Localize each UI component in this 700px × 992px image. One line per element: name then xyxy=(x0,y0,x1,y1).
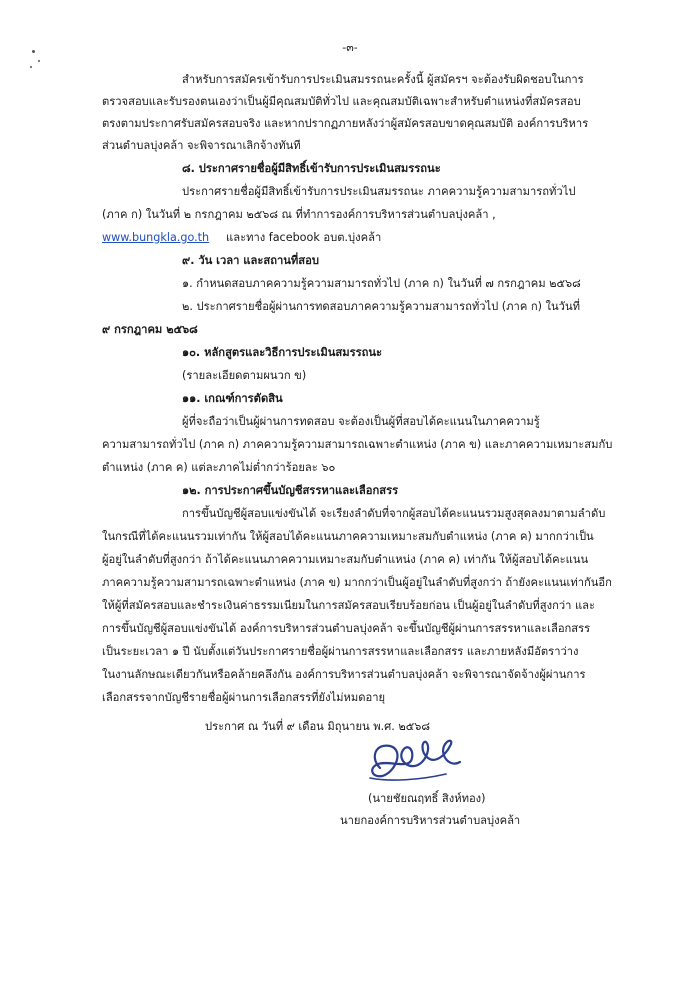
section-9-heading: ๙. วัน เวลา และสถานที่สอบ xyxy=(182,254,319,267)
announcement-date: ประกาศ ณ วันที่ ๙ เดือน มิถุนายน พ.ศ. ๒๕๖๘ xyxy=(205,720,430,733)
section-12-line-5: ให้ผู้ที่สมัครสอบและชำระเงินค่าธรรมเนียมในการสมัครสอบเรียบร้อยก่อน เป็นผู้อยู่ในลำดับที่สูงกว่า และ xyxy=(102,599,596,612)
signature-image xyxy=(350,728,470,788)
section-12-line-3: ผู้อยู่ในลำดับที่สูงกว่า ถ้าได้คะแนนภาคความเหมาะสมกับตำแหน่ง (ภาค ค) เท่ากัน ให้ผู้สอบได้คะแนน xyxy=(102,553,589,566)
scan-speck xyxy=(38,60,40,62)
section-11-line-1: ผู้ที่จะถือว่าเป็นผู้ผ่านการทดสอบ จะต้องเป็นผู้ที่สอบได้คะแนนในภาคความรู้ xyxy=(182,415,540,428)
section-9-item-1: ๑. กำหนดสอบภาคความรู้ความสามารถทั่วไป (ภาค ก) ในวันที่ ๗ กรกฎาคม ๒๕๖๘ xyxy=(182,277,581,290)
section-9-item-2: ๒. ประกาศรายชื่อผู้ผ่านการทดสอบภาคความรู้ความสามารถทั่วไป (ภาค ก) ในวันที่ xyxy=(182,300,580,313)
section-10-line-1: (รายละเอียดตามผนวก ข) xyxy=(182,369,307,382)
section-12-line-9: เลือกสรรจากบัญชีรายชื่อผู้ผ่านการเลือกสรรที่ยังไม่หมดอายุ xyxy=(102,691,386,704)
section-8-line-1: ประกาศรายชื่อผู้มีสิทธิ์เข้ารับการประเมินสมรรถนะ ภาคความรู้ความสามารถทั่วไป xyxy=(182,185,576,198)
signatory-title: นายกองค์การบริหารส่วนตำบลบุ่งคล้า xyxy=(340,814,521,827)
section-11-heading: ๑๑. เกณฑ์การตัดสิน xyxy=(182,392,283,405)
section-12-line-6: การขึ้นบัญชีผู้สอบแข่งขันได้ องค์การบริหารส่วนตำบลบุ่งคล้า จะขึ้นบัญชีผู้ผ่านการสรรหาและเลือกสรร xyxy=(102,622,591,635)
para-intro-line-1: สำหรับการสมัครเข้ารับการประเมินสมรรถนะครั้งนี้ ผู้สมัครฯ จะต้องรับผิดชอบในการ xyxy=(182,73,584,86)
section-12-line-1: การขึ้นบัญชีผู้สอบแข่งขันได้ จะเรียงลำดับที่จากผู้สอบได้คะแนนรวมสูงสุดลงมาตามลำดับ xyxy=(182,507,606,520)
website-link[interactable]: www.bungkla.go.th xyxy=(102,231,210,244)
section-12-line-7: เป็นระยะเวลา ๑ ปี นับตั้งแต่วันประกาศรายชื่อผู้ผ่านการสรรหาและเลือกสรร และภายหลังมีอัตราว่าง xyxy=(102,645,579,658)
section-9-item-2-date: ๙ กรกฎาคม ๒๕๖๘ xyxy=(102,323,198,336)
section-12-heading: ๑๒. การประกาศขึ้นบัญชีสรรหาและเลือกสรร xyxy=(182,484,399,497)
section-12-line-4: ภาคความรู้ความสามารถเฉพาะตำแหน่ง (ภาค ข) มากกว่าเป็นผู้อยู่ในลำดับที่สูงกว่า ถ้ายังคะแนนเท่ากันอีก xyxy=(102,576,612,589)
para-intro-line-3: ตรงตามประกาศรับสมัครสอบจริง และหากปรากฏภายหลังว่าผู้สมัครสอบขาดคุณสมบัติ องค์การบริหาร xyxy=(102,117,589,130)
section-8-line-3: และทาง facebook อบต.บุ่งคล้า xyxy=(226,231,382,244)
section-8-line-2: (ภาค ก) ในวันที่ ๒ กรกฎาคม ๒๕๖๘ ณ ที่ทำการองค์การบริหารส่วนตำบลบุ่งคล้า , xyxy=(102,208,496,221)
section-11-line-2: ความสามารถทั่วไป (ภาค ก) ภาคความรู้ความสามารถเฉพาะตำแหน่ง (ภาค ข) และภาคความเหมาะสมกับ xyxy=(102,438,613,451)
section-12-line-2: ในกรณีที่ได้คะแนนรวมเท่ากัน ให้ผู้สอบได้คะแนนภาคความเหมาะสมกับตำแหน่ง (ภาค ค) มากกว่าเป็น xyxy=(102,530,594,543)
section-11-line-3: ตำแหน่ง (ภาค ค) แต่ละภาคไม่ต่ำกว่าร้อยละ ๖๐ xyxy=(102,461,336,474)
section-10-heading: ๑๐. หลักสูตรและวิธีการประเมินสมรรถนะ xyxy=(182,346,383,359)
page-number: -๓- xyxy=(342,41,358,54)
signatory-name: (นายชัยณฤทธิ์ สิงห์ทอง) xyxy=(368,792,486,805)
para-intro-line-2: ตรวจสอบและรับรองตนเองว่าเป็นผู้มีคุณสมบัติทั่วไป และคุณสมบัติเฉพาะสำหรับตำแหน่งที่สมัครสอบ xyxy=(102,95,581,108)
section-12-line-8: ในงานลักษณะเดียวกันหรือคล้ายคลึงกัน องค์การบริหารส่วนตำบลบุ่งคล้า จะพิจารณาจัดจ้างผู้ผ่านการ xyxy=(102,668,586,681)
section-8-heading: ๘. ประกาศรายชื่อผู้มีสิทธิ์เข้ารับการประเมินสมรรถนะ xyxy=(182,162,441,175)
para-intro-line-4: ส่วนตำบลบุ่งคล้า จะพิจารณาเลิกจ้างทันที xyxy=(102,139,301,152)
scan-speck xyxy=(30,66,32,68)
